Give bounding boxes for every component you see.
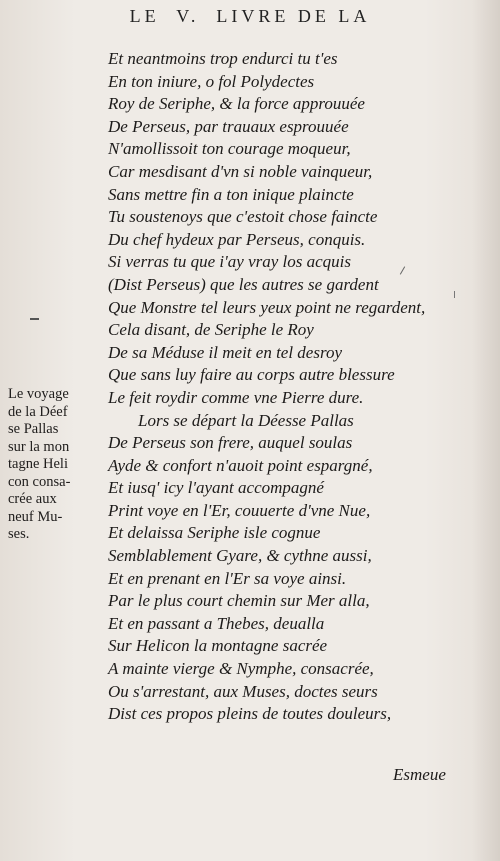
verse-line: Roy de Seriphe, & la force approuuée — [108, 94, 365, 114]
verse-line: Du chef hydeux par Perseus, conquis. — [108, 229, 366, 249]
verse-line: Lors se départ la Déesse Pallas — [138, 410, 354, 430]
verse-line: De sa Méduse il meit en tel desroy — [108, 342, 342, 362]
verse-line: Dist ces propos pleins de toutes douleurs, — [108, 704, 392, 724]
verse-line: Ayde & confort n'auoit point espargné, — [108, 455, 373, 475]
marginal-note-line: de la Déef — [8, 403, 68, 420]
verse-line: Que sans luy faire au corps autre blessure — [108, 365, 395, 385]
verse-line: Et en passant a Thebes, deualla — [108, 613, 325, 633]
marginal-note-line: con consa- — [8, 473, 71, 490]
verse-line: Le feit roydir comme vne Pierre dure. — [108, 387, 364, 407]
verse-line: Tu soustenoys que c'estoit chose faincte — [108, 207, 378, 227]
verse-line: Car mesdisant d'vn si noble vainqueur, — [108, 161, 373, 181]
marginal-note-line: ses. — [8, 526, 30, 542]
verse-line: De Perseus son frere, auquel soulas — [108, 433, 353, 453]
ink-speck — [454, 291, 455, 298]
verse-line: Ou s'arrestant, aux Muses, doctes seurs — [108, 681, 378, 701]
marginal-note-line: Le voyage — [8, 386, 69, 402]
marginal-note-line: sur la mon — [8, 438, 70, 455]
verse-line: Sur Helicon la montagne sacrée — [108, 636, 328, 656]
running-header — [0, 6, 500, 30]
marginal-note-line: neuf Mu- — [8, 508, 63, 525]
marginal-note — [8, 386, 116, 544]
verse-line: A mainte vierge & Nymphe, consacrée, — [108, 659, 374, 679]
verse-line: Et en prenant en l'Er sa voye ainsi. — [108, 568, 347, 588]
verse-line: Que Monstre tel leurs yeux point ne regardent, — [108, 297, 426, 317]
catchword: Esmeue — [393, 765, 446, 784]
margin-ink-mark — [30, 318, 39, 320]
marginal-note-line: tagne Heli — [8, 456, 68, 472]
verse-line: Et iusq' icy l'ayant accompagné — [108, 478, 324, 498]
verse-block — [108, 48, 488, 726]
verse-line: Semblablement Gyare, & cythne aussi, — [108, 546, 372, 566]
marginal-note-line: se Pallas — [8, 421, 59, 437]
verse-line: De Perseus, par trauaux esprouuée — [108, 116, 349, 136]
verse-line: Et delaissa Seriphe isle cognue — [108, 523, 321, 543]
running-title: LE V. LIVRE DE LA — [129, 6, 371, 26]
verse-line: Si verras tu que i'ay vray los acquis — [108, 252, 352, 272]
verse-line: Et neantmoins trop endurci tu t'es — [108, 49, 338, 68]
verse-line: N'amollissoit ton courage moqueur, — [108, 139, 351, 159]
verse-line: Cela disant, de Seriphe le Roy — [108, 320, 314, 340]
verse-line: En ton iniure, o fol Polydectes — [108, 71, 315, 91]
verse-line: Sans mettre fin a ton inique plaincte — [108, 184, 354, 204]
marginal-note-line: crée aux — [8, 491, 57, 507]
verse-line: (Dist Perseus) que les autres se gardent — [108, 274, 379, 294]
verse-line: Par le plus court chemin sur Mer alla, — [108, 591, 370, 611]
verse-line: Print voye en l'Er, couuerte d'vne Nue, — [108, 500, 371, 520]
